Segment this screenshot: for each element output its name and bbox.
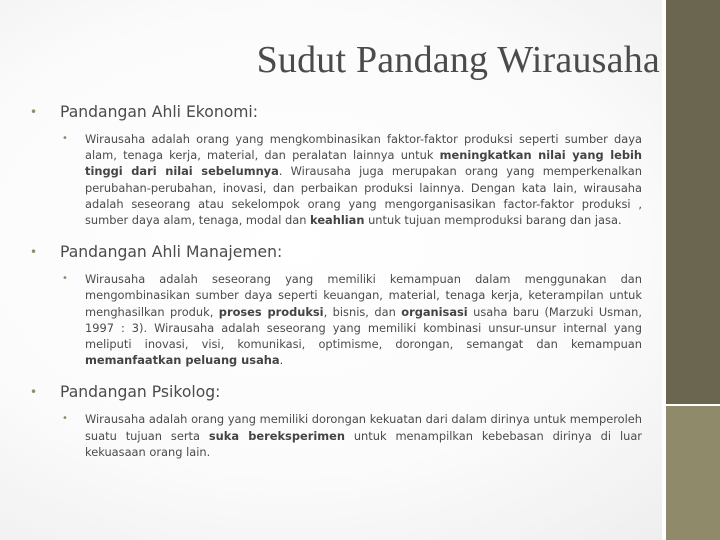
body-text: Wirausaha adalah seseorang yang memiliki kemampuan dalam menggunakan dan mengombinasikan sumber daya seperti keuangan, material, tenaga kerja, keterampilan untuk menghasilkan produk,: [85, 272, 642, 319]
body-text-bold: proses produksi: [218, 304, 324, 319]
section-body-manajemen: [54, 271, 642, 368]
body-text: untuk tujuan memproduksi barang dan jasa.: [364, 213, 622, 228]
heading-text: Pandangan Psikolog:: [60, 383, 221, 402]
section-body-psikolog: [54, 411, 642, 460]
body-text-bold: memanfaatkan peluang usaha: [85, 353, 280, 368]
section-heading-psikolog: [30, 382, 642, 402]
bullet-icon: •: [30, 245, 38, 260]
sub-bullet-icon: •: [62, 133, 68, 144]
sub-bullet-icon: •: [62, 273, 68, 285]
body-text-bold: meningkatkan nilai yang lebih tinggi dari nilai sebelumnya: [85, 148, 642, 179]
body-text: .: [279, 353, 284, 368]
sub-bullet-icon: •: [62, 413, 68, 425]
body-text: Wirausaha adalah orang yang memiliki dorongan kekuatan dari dalam dirinya untuk memperoleh suatu tujuan serta: [85, 412, 642, 443]
slide-content: [30, 102, 642, 460]
body-text-bold: suka bereksperimen: [208, 428, 345, 443]
body-text: usaha baru (Marzuki Usman, 1997 : 3). Wirausaha adalah seseorang yang memiliki kombinasi unsur-unsur internal yang meliputi inovasi, visi, komunikasi, optimisme, dorongan, semangat dan kemampuan: [85, 304, 643, 352]
heading-text: Pandangan Ahli Manajemen:: [60, 243, 283, 262]
side-accent-divider: [666, 404, 720, 406]
side-accent-block: [666, 404, 720, 540]
bullet-icon: •: [30, 385, 38, 400]
bullet-icon: •: [30, 105, 38, 119]
body-text: Wirausaha adalah orang yang mengkombinasikan faktor-faktor produksi seperti sumber daya alam, tenaga kerja, material, dan peralatan lainnya untuk: [85, 132, 642, 163]
section-body-ekonomi: [54, 131, 642, 228]
body-text: . Wirausaha juga merupakan orang yang memperkenalkan perubahan-perubahan, inovasi, dan perbaikan produksi lainnya. Dengan kata lain, wirausaha adalah seseorang atau sekelompok orang yang mengorganisasikan factor-faktor produksi , sumber daya alam, tenaga, modal dan: [85, 164, 642, 228]
heading-text: Pandangan Ahli Ekonomi:: [60, 103, 259, 121]
section-heading-manajemen: [30, 242, 642, 262]
slide-title: Sudut Pandang Wirausaha: [256, 39, 660, 81]
body-text-bold: keahlian: [310, 213, 365, 228]
body-text-bold: organisasi: [401, 304, 468, 319]
body-text: , bisnis, dan: [323, 304, 402, 319]
body-text: untuk menampilkan kebebasan dirinya di luar kekuasaan orang lain.: [85, 428, 642, 459]
section-heading-ekonomi: [30, 102, 642, 122]
